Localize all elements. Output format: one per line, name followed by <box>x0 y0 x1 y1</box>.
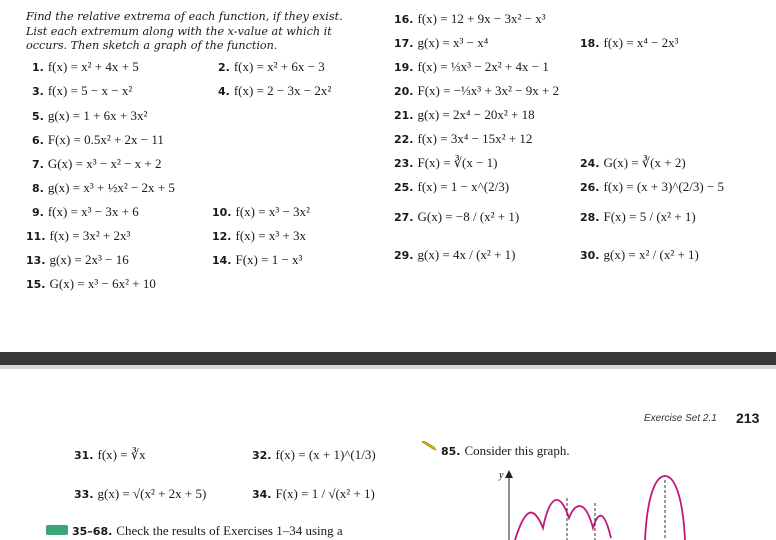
exercise-15: 15. G(x) = x³ − 6x² + 10 <box>26 276 156 291</box>
exercise-10: 10. f(x) = x³ − 3x² <box>212 204 310 219</box>
exercise-35-68: 35–68. Check the results of Exercises 1–34 using a <box>72 523 343 538</box>
exercise-19: 19. f(x) = ⅓x³ − 2x² + 4x − 1 <box>394 59 549 74</box>
page-divider <box>0 352 776 365</box>
exercise-12: 12. f(x) = x³ + 3x <box>212 228 307 243</box>
exercise-13: 13. g(x) = 2x³ − 16 <box>26 252 129 267</box>
exercise-85: 85. Consider this graph. <box>441 443 570 458</box>
exercise-27: 27. G(x) = −8 / (x² + 1) <box>394 209 520 224</box>
section-label: Exercise Set 2.1 <box>644 413 717 424</box>
graph-y-label: y <box>499 470 504 481</box>
exercise-33: 33. g(x) = √(x² + 2x + 5) <box>74 486 207 501</box>
exercise-17: 17. g(x) = x³ − x⁴ <box>394 35 489 50</box>
exercise-5: 5. g(x) = 1 + 6x + 3x² <box>32 108 148 123</box>
exercise-31: 31. f(x) = ∛x <box>74 447 146 462</box>
exercise-6: 6. F(x) = 0.5x² + 2x − 11 <box>32 132 164 147</box>
graph-y-arrow-icon <box>505 470 513 478</box>
graph-curve-1 <box>515 500 611 540</box>
exercise-32: 32. f(x) = (x + 1)^(1/3) <box>252 447 376 462</box>
exercise-23: 23. F(x) = ∛(x − 1) <box>394 155 498 170</box>
exercise-4: 4. f(x) = 2 − 3x − 2x² <box>218 83 332 98</box>
exercise-25: 25. f(x) = 1 − x^(2/3) <box>394 179 510 194</box>
exercise-2: 2. f(x) = x² + 6x − 3 <box>218 59 325 74</box>
exercise-14: 14. F(x) = 1 − x³ <box>212 252 303 267</box>
exercise-26: 26. f(x) = (x + 3)^(2/3) − 5 <box>580 179 725 194</box>
exercise-34: 34. F(x) = 1 / √(x² + 1) <box>252 486 375 501</box>
exercise-20: 20. F(x) = −⅓x³ + 3x² − 9x + 2 <box>394 83 560 98</box>
calculator-badge-icon <box>46 525 68 535</box>
exercise-85-graph <box>495 468 705 540</box>
exercise-28: 28. F(x) = 5 / (x² + 1) <box>580 209 696 224</box>
exercise-21: 21. g(x) = 2x⁴ − 20x² + 18 <box>394 107 535 122</box>
exercise-3: 3. f(x) = 5 − x − x² <box>32 83 133 98</box>
page-number: 213 <box>736 410 760 426</box>
exercise-11: 11. f(x) = 3x² + 2x³ <box>26 228 131 243</box>
exercise-8: 8. g(x) = x³ + ½x² − 2x + 5 <box>32 180 175 195</box>
exercise-22: 22. f(x) = 3x⁴ − 15x² + 12 <box>394 131 533 146</box>
exercise-instructions: Find the relative extrema of each function, if they exist. List each extremum along with the x-value at which it occurs. Then sketch a graph of the function. <box>26 10 343 52</box>
exercise-7: 7. G(x) = x³ − x² − x + 2 <box>32 156 162 171</box>
exercise-16: 16. f(x) = 12 + 9x − 3x² − x³ <box>394 11 546 26</box>
exercise-29: 29. g(x) = 4x / (x² + 1) <box>394 247 516 262</box>
exercise-18: 18. f(x) = x⁴ − 2x³ <box>580 35 679 50</box>
exercise-30: 30. g(x) = x² / (x² + 1) <box>580 247 699 262</box>
pencil-icon <box>421 441 437 451</box>
exercise-24: 24. G(x) = ∛(x + 2) <box>580 155 686 170</box>
exercise-9: 9. f(x) = x³ − 3x + 6 <box>32 204 139 219</box>
exercise-1: 1. f(x) = x² + 4x + 5 <box>32 59 139 74</box>
